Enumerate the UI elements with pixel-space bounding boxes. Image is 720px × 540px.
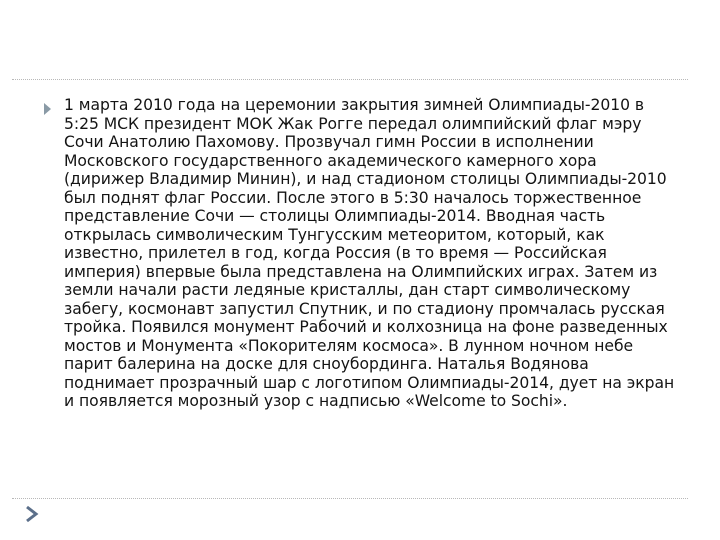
bottom-divider (12, 498, 688, 499)
top-divider (12, 79, 688, 80)
bullet-paragraph: 1 марта 2010 года на церемонии закрытия зимней Олимпиады-2010 в 5:25 МСК президент МОК Жак Рогге передал олимпийский флаг мэру Сочи Анатолию Пахомову. Прозвучал гимн России в исполнении Московского государственного академического камерного хора (дирижер Владимир Минин), и над стадионом столицы Олимпиады-2010 был поднят флаг России. После этого в 5:30 началось торжественное представление Сочи — столицы Олимпиады-2014. Вводная часть открылась символическим Тунгусским метеоритом, который, как известно, прилетел в год, когда Россия (в то время — Российская империя) впервые была представлена на Олимпийских играх. Затем из земли начали расти ледяные кристаллы, дан старт символическому забегу, космонавт запустил Спутник, и по стадиону промчалась русская тройка. Появился монумент Рабочий и колхозница на фоне разведенных мостов и Монумента «Покорителям космоса». В лунном ночном небе парит балерина на доске для сноубординга. Наталья Водянова поднимает прозрачный шар с логотипом Олимпиады-2014, дует на экран и появляется морозный узор с надписью «Welcome to Sochi». (64, 96, 675, 410)
triangle-bullet-icon (44, 103, 51, 115)
next-slide-arrow-icon[interactable] (24, 505, 40, 523)
